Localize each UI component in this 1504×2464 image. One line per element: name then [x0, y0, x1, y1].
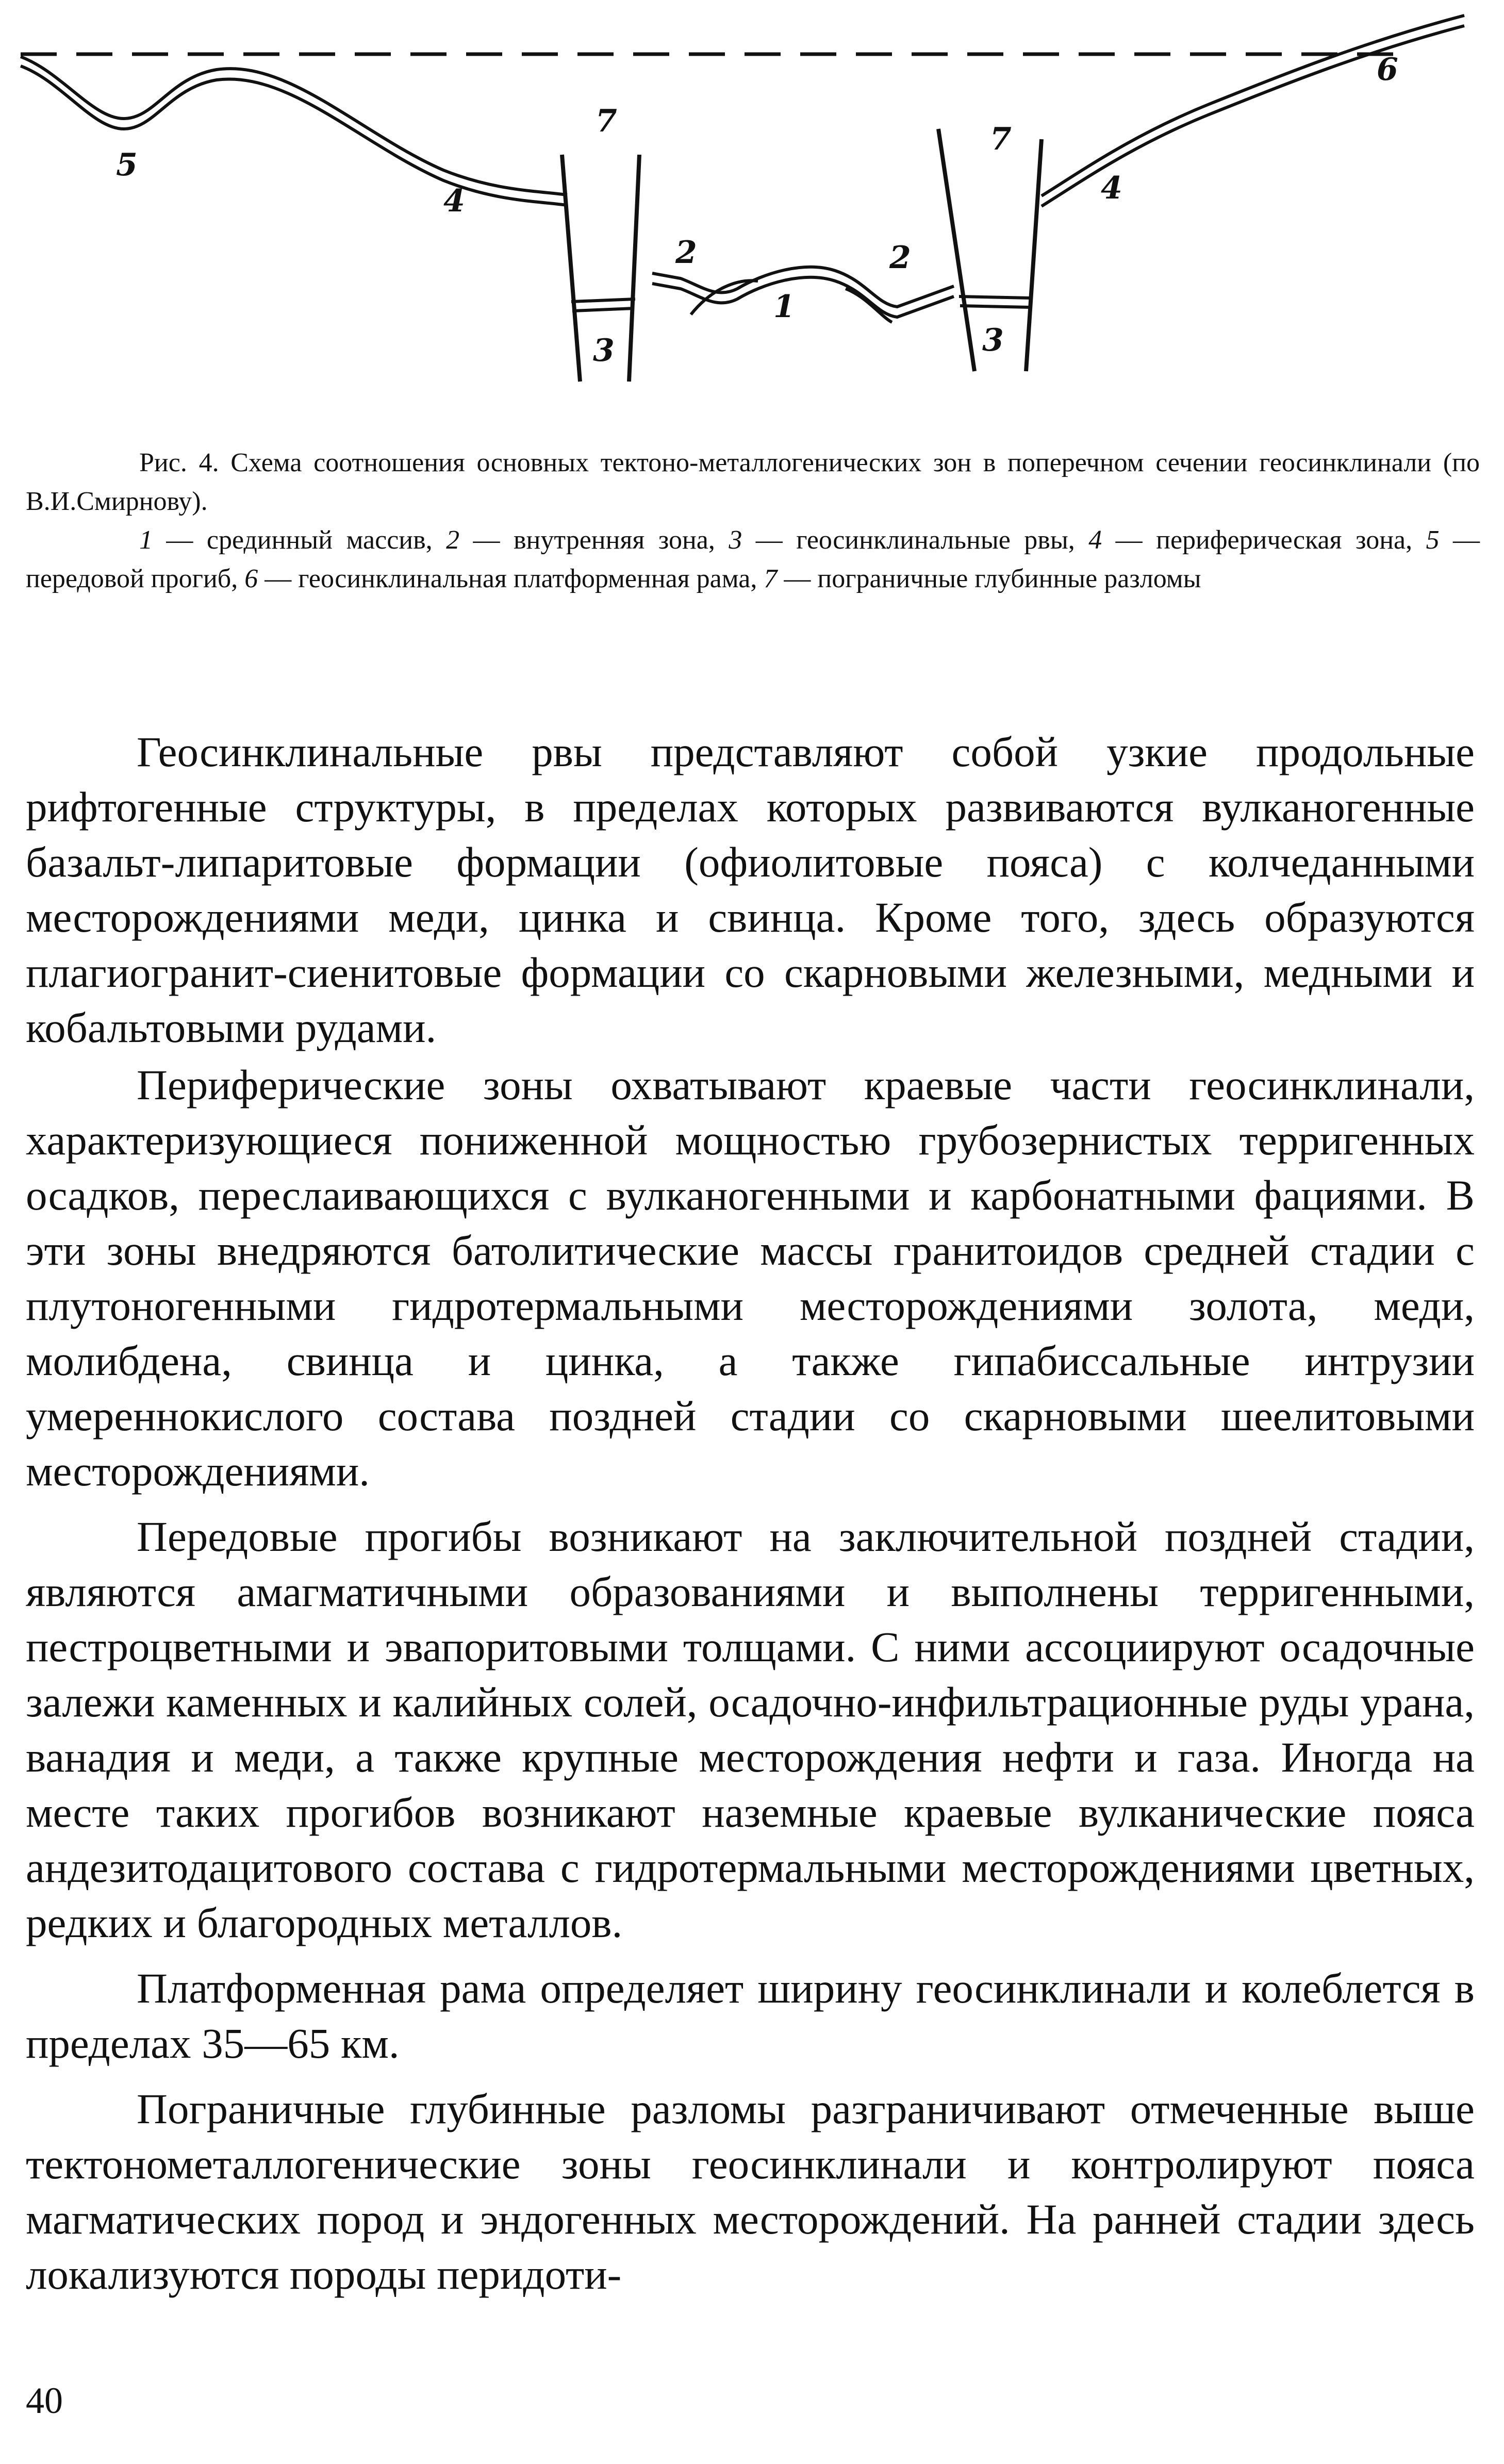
paragraph-boundary-faults: Пограничные глубинные разломы разграничивают отмеченные выше тектонометаллогенические зоны геосинклинали и контролируют пояса магматических пород и эндогенных месторождений. На ранней стадии здесь локализуются породы перидоти-	[26, 2085, 1475, 2298]
label-2-left: 2	[675, 235, 697, 271]
label-1: 1	[773, 289, 795, 325]
label-2-right: 2	[889, 240, 911, 276]
legend-item-4: 4 — периферическая зона,	[1088, 525, 1426, 555]
right-geosyncline-trench	[959, 296, 1031, 307]
legend-item-6: 6 — геосинклинальная платформенная рама,	[244, 564, 764, 593]
label-7-right: 7	[990, 121, 1012, 157]
label-3-left: 3	[593, 333, 615, 369]
label-6: 6	[1377, 52, 1398, 88]
paragraph-platform-frame: Платформенная рама определяет ширину геосинклинали и колеблется в пределах 35—65 км.	[26, 1964, 1475, 2067]
body-text	[26, 724, 1475, 2304]
figure-caption	[26, 443, 1480, 598]
left-geosyncline-trench	[571, 299, 635, 311]
caption-title: Рис. 4. Схема соотношения основных тектоно-металлогенических зон в поперечном сечении геосинклинали (по В.И.Смирнову).	[26, 448, 1480, 516]
page-number: 40	[26, 2380, 63, 2421]
paragraph-foredeeps: Передовые прогибы возникают на заключительной поздней стадии, являются амагматичными образованиями и выполнены терригенными, пестроцветными и эвапоритовыми толщами. С ними ассоциируют осадочные залежи каменных и калийных солей, осадочно-инфильтрационные руды урана, ванадия и меди, а также крупные месторождения нефти и газа. Иногда на месте таких прогибов возникают наземные краевые вулканические пояса андезитодацитового состава с гидротермальными месторождениями цветных, редких и благородных металлов.	[26, 1513, 1475, 1946]
label-4-right: 4	[1101, 170, 1122, 206]
paragraph-trenches: Геосинклинальные рвы представляют собой узкие продольные рифтогенные структуры, в пределах которых развиваются вулканогенные базальт-липаритовые формации (офиолитовые пояса) с колчеданными месторождениями меди, цинка и свинца. Кроме того, здесь образуются плагиогранит-сиенитовые формации со скарновыми железными, медными и кобальтовыми рудами.	[26, 728, 1475, 1051]
label-4-left: 4	[443, 183, 465, 219]
legend-item-1: 1 — срединный массив,	[139, 525, 447, 555]
legend-item-3: 3 — геосинклинальные рвы,	[729, 525, 1089, 555]
legend-item-5: 5 — передовой прогиб,	[26, 525, 1480, 593]
label-5: 5	[116, 147, 138, 183]
legend-item-2: 2 — внутренняя зона,	[446, 525, 729, 555]
legend-item-7: 7 — пограничные глубинные разломы	[764, 564, 1201, 593]
label-7-left: 7	[596, 103, 617, 139]
paragraph-peripheral-zones: Периферические зоны охватывают краевые части геосинклинали, характеризующиеся пониженной мощностью грубозернистых терригенных осадков, переслаивающихся с вулканогенными и карбонатными фациями. В эти зоны внедряются батолитические массы гранитоидов средней стадии с плутоногенными гидротермальными месторождениями золота, меди, молибдена, свинца и цинка, а также гипабиссальные интрузии умереннокислого состава поздней стадии со скарновыми шеелитовыми месторождениями.	[26, 1061, 1475, 1495]
geosyncline-cross-section-diagram	[0, 0, 1504, 402]
label-3-right: 3	[982, 322, 1004, 358]
caption-legend	[26, 521, 1480, 598]
left-foredeep-periphery-layer	[21, 57, 567, 205]
